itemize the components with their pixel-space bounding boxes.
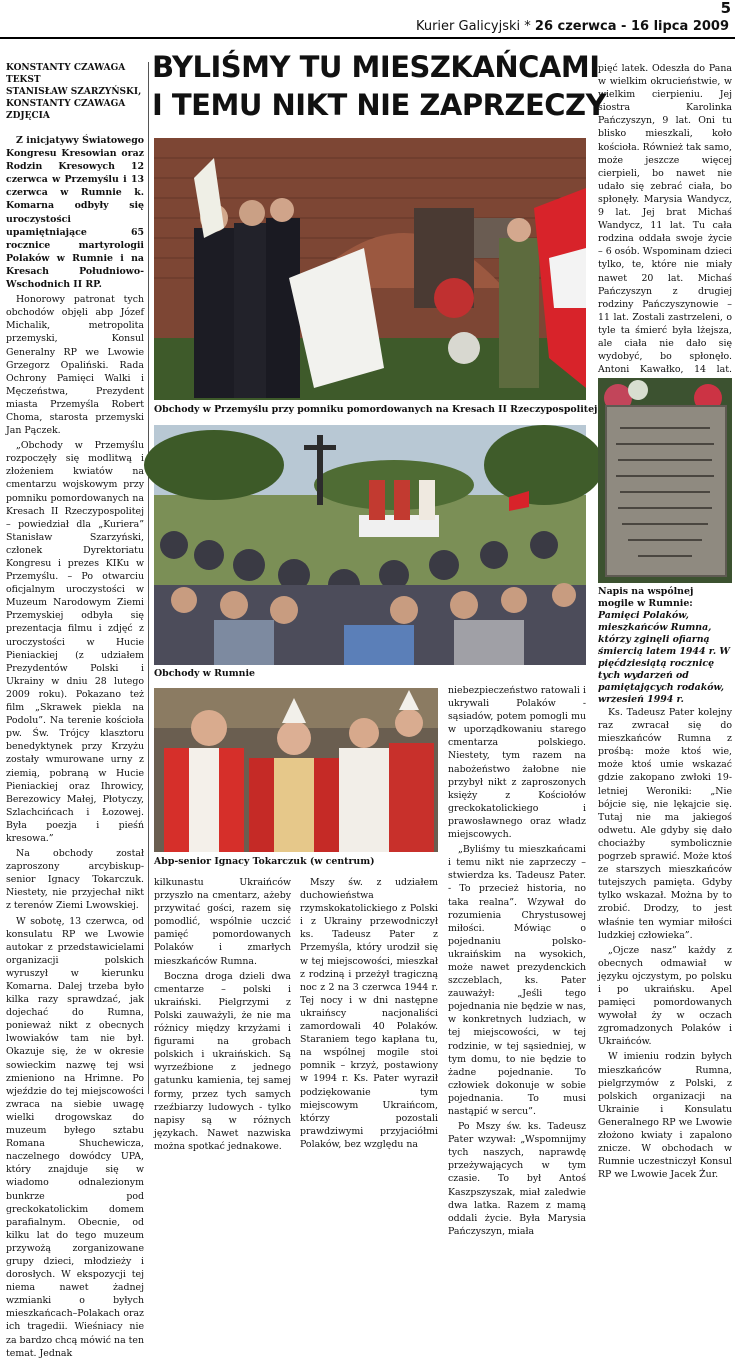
photo-archbishop: [154, 688, 438, 852]
col2-para-1: kilkunastu Ukraińców przyszło na cmentarz, ażeby przywitać gości, razem się pomodlić, wspólnie uczcić pamięć pomordowanych Polaków i zmarłych mieszkańców Rumna.: [154, 877, 291, 967]
credit-line-3: STANISŁAW SZARZYŃSKI,: [6, 87, 142, 97]
col5-para-1: pięć latek. Odeszła do Pana w wielkim okrucieństwie, w wielkim cierpieniu. Jej siostra Karolinka Pańczyszyn, 9 lat. Oni tu blisko mieszkali, koło kościoła. Również tak samo, może jeszcze więcej cierpieli, bo nawet nie udało się zebrać ciała, bo spłonęły. Marysia Wandycz, 9 lat. Jej brat Michaś Wandycz, 11 lat. Tu cała rodzina oddała swoje życie – 6 osób. Wspominam dzieci tylko, te, które nie miały nawet 20 lat. Michaś Pańczyszyn z drugiej rodziny Pańczyszynowie – 11 lat. Zostali zastrzeleni, o tyle ta śmierć była lżejsza, ale ciała nie dało się wydobyć, bo spłonęło. Antoni Kawałko, 14 lat.: [598, 63, 732, 376]
photo-archbishop-svg: [154, 688, 438, 852]
col5b-para-1: Ks. Tadeusz Pater kolejny raz zwracał się do mieszkańców Rumna z prośbą: może ktoś wie, może ktoś umie wskazać gdzie zakopano zwłoki 19-letniej Weroniki: „Nie bójcie się, nie lękajcie się. Tutaj nie ma jakiegoś odwetu. Ale gdyby się dało chociażby symbolicznie pogrzeb sprawić. Może ktoś ze starszych mieszkańców tutejszych pamięta. Gdyby tylko wskazał. Można by to zrobić. Drodzy, to jest właśnie ten wymiar miłości ludzkiej człowieka”.: [598, 707, 732, 941]
col4-para-2: „Byliśmy tu mieszkańcami i temu nikt nie zaprzeczy – stwierdza ks. Tadeusz Pater. - To przecież historia, no taka realna”. Wzywał do rozumienia Chrystusowej miłości. Mówiąc o pojednaniu polsko-ukraińskim na wysokich, może nawet prezydenckich szczeblach, ks. Pater zauważył: „Jeśli tego pojednania nie będzie w nas, w konkretnych ludziach, w tej miejscowości, w tej rodzinie, w tej sąsiedniej, w tym domu, to nie będzie to żadne pojednanie. To człowiek dokonuje w sobie pojednania. To musi nastąpić w sercu”.: [448, 844, 586, 1117]
col3-para-1: Mszy św. z udziałem duchowieństwa rzymskokatolickiego z Polski i z Ukrainy przewodniczył ks. Tadeusz Pater z Przemyśla, który urodził się w tej miejscowości, mieszkał z rodziną i przeżył tragiczną noc z 2 na 3 czerwca 1944 r. Tej nocy i w dni następne ukraińscy nacjonaliści zamordowali 40 Polaków. Staraniem tego kapłana tu, na wspólnej mogile stoi pomnik – krzyż, postawiony w 1994 r. Ks. Pater wyraził podziękowanie tym miejscowym Ukraińcom, którzy pozostali prawdziwymi przyjaciółmi Polaków, bez względu na: [300, 877, 438, 1150]
column-1: [6, 62, 145, 1359]
column-3: [300, 876, 438, 1150]
photo-rumno-svg: [154, 425, 586, 665]
col1-para-2: „Obchody w Przemyślu rozpoczęły się modlitwą i złożeniem kwiatów na cmentarzu wojskowym przy pomniku pomordowanych na Kresach II Rzeczypospolitej – powiedział dla „Kuriera” Stanisław Szarzyński, członek Dyrektoriatu Kongresu i prezes KIKu w Przemyślu. – Po otwarciu oficjalnym uroczystości w Muzeum Narodowym Ziemi Przemyskiej odbyła się prezentacja filmu i zdjęć z uroczystości w Hucie Pieniackiej (z udziałem Prezydentów Polski i Ukrainy w dniu 28 lutego 2009 roku). Pokazano też film „Skrawek pieklа na Podolu”. Na terenie kościoła pw. Św. Trójcy klasztoru benedyktynek przy Krzyżu zostały wmurowane urny z ziemią, pobraną w Hucie Pieniackiej oraz Ihrowicy, Berezowicy Małej, Płotyczy, Szlachcińcach i Łozowej. Była poezja i pieśń kresowa.”: [6, 440, 144, 844]
col1-para-1: Honorowy patronat tych obchodów objęli abp Józef Michalik, metropolita przemyski, Konsul Generalny RP we Lwowie Grzegorz Opaliński. Rada Ochrony Pamięci Walki i Męczeństwa, Prezydent miasta Przemyśla Robert Choma, starosta przemyski Jan Pączek.: [6, 294, 144, 437]
page-number: 5: [720, 0, 731, 17]
caption-photo-4: [598, 586, 732, 706]
col1-para-4: W sobotę, 13 czerwca, od konsulatu RP we Lwowie autokar z przedstawicielami organizacji polskich wyruszył w kierunku Komarna. Dalej trzeba było kilka razy sprawdzać, jak dojechać do Rumna, ponieważ nikt z obecnych lwowiaków tam nie był. Okazuje się, że w okresie sowieckim nazwę tej wsi zmieniono na Hrimne. Po wjeździe do tej miejscowości zwraca na siebie uwagę wielki drogowskaz do muzeum byłego sztabu Romana Shuchewicza, naczelnego dowódcy UPA, który znajduje się w wiadomo odnalezionym bunkrze pod greckokatolickim domem parafialnym. Obecnie, od kilku lat do tego muzeum przywożą zorganizowane grupy dzieci, młodzieży i dorosłych. W ekspozycji tej niema nawet żadnej wzmianki o byłych mieszkańcach–Polakach oraz ich tragedii. Wieśniacy nie za bardzo chcą mówić na ten temat. Jednak: [6, 915, 145, 1359]
page-header: [0, 0, 735, 38]
column-5-bottom: [598, 706, 732, 1181]
caption-photo-1: Obchody w Przemyślu przy pomniku pomordowanych na Kresach II Rzeczypospolitej: [154, 404, 598, 415]
col4-para-3: Po Mszy św. ks. Tadeusz Pater wzywał: „Wspomnijmy tych naszych, naprawdę przeżywających w tym czasie. To był Antoś Kaszpszyszak, miał zaledwie dwa latka. Razem z mamą oddali życie. Była Marysia Pańczyszyn, miała: [448, 1121, 586, 1237]
photo-rumno-gathering: [154, 425, 586, 665]
header-separator: *: [520, 19, 535, 34]
issue-dates: 26 czerwca - 16 lipca 2009: [534, 19, 729, 34]
article-title: [152, 48, 607, 124]
col1-para-3: Na obchody został zaproszony arcybiskup-senior Ignacy Tokarczuk. Niestety, nie przyjechał nikt z terenów Ziemi Lwowskiej.: [6, 848, 144, 912]
publication-name: Kurier Galicyjski: [415, 19, 521, 34]
header-rule: [0, 37, 735, 39]
caption-photo-3: Abp-senior Ignacy Tokarczuk (w centrum): [154, 856, 375, 867]
column-2: [154, 876, 291, 1152]
title-line-2: I TEMU NIKT NIE ZAPRZECZY: [152, 88, 607, 122]
col5b-para-2: „Ojcze nasz” każdy z obecnych odmawiał w języku ojczystym, po polsku i po ukraińsku. Apel pamięci pomordowanych wywołał ży w oczach zgromadzonych Polaków i Ukraińców.: [598, 944, 732, 1048]
column-divider: [148, 62, 149, 1094]
credit-line-1: KONSTANTY CZAWAGA: [6, 63, 126, 73]
column-5-top: [598, 62, 732, 380]
credit-line-5: ZDJĘCIA: [6, 111, 50, 121]
caption-photo-4-lead: Napis na wspólnej mogile w Rumnie:: [598, 586, 694, 609]
article-lead: Z inicjatywy Światowego Kongresu Kresowian oraz Rodzin Kresowych 12 czerwca w Przemyślu i 13 czerwca w Rumnie k. Komarna odbyły się uroczystości upamiętniające 65 rocznice martyrologii Polaków w Rumnie i na Kresach Południowo-Wschodnich II RP.: [6, 135, 144, 291]
author-credits: [6, 62, 144, 122]
col4-para-1: niebezpieczeństwo ratowali i ukrywali Polaków - sąsiadów, potem pomogli mu w uporządkowaniu starego cmentarza polskiego. Niestety, tym razem na nabożeństwo żałobne nie przybył nikt z zaproszonych księży z Kościołów greckokatolickiego i prawosławnego oraz władz miejscowych.: [448, 685, 586, 841]
credit-line-2: TEKST: [6, 75, 41, 85]
col5b-para-3: W imieniu rodzin byłych mieszkańców Rumna, pielgrzymów z Polski, z polskich organizacji na Ukrainie i Konsulatu Generalnego RP we Lwowie złożono kwiaty i zapalono znicze. W obchodach w Rumnie uczestniczył Konsul RP we Lwowie Jacek Żur.: [598, 1051, 732, 1181]
caption-photo-4-text: Pamięci Polaków, mieszkańców Rumna, którzy zginęli ofiarną śmiercią latem 1944 r. W pięćdziesiątą rocznicę tych wydarzeń od pamiętających rodaków, wrzesień 1994 r.: [598, 610, 730, 705]
photo-plaque-svg: [598, 378, 732, 583]
issue-line: [416, 19, 729, 34]
col2-para-2: Boczna droga dzieli dwa cmentarze – polski i ukraiński. Pielgrzymi z Polski zauważyli, że nie ma różnicy między krzyżami i figurami na grobach polskich i ukraińskich. Są wyrzeźbione z jednego gatunku kamienia, tej samej formy, przez tych samych rzeźbiarzy ludowych - tylko napisy są w różnych językach. Nawet nazwiska można spotkać jednakowe.: [154, 970, 291, 1152]
credit-line-4: KONSTANTY CZAWAGA: [6, 99, 126, 109]
photo-przemysl-monument: [154, 138, 586, 400]
column-4: [448, 684, 586, 1237]
caption-photo-2: Obchody w Rumnie: [154, 668, 255, 679]
photo-przemysl-svg: [154, 138, 586, 400]
title-line-1: BYLIŚMY TU MIESZKAŃCAMI: [152, 50, 600, 84]
photo-memorial-plaque: [598, 378, 732, 583]
